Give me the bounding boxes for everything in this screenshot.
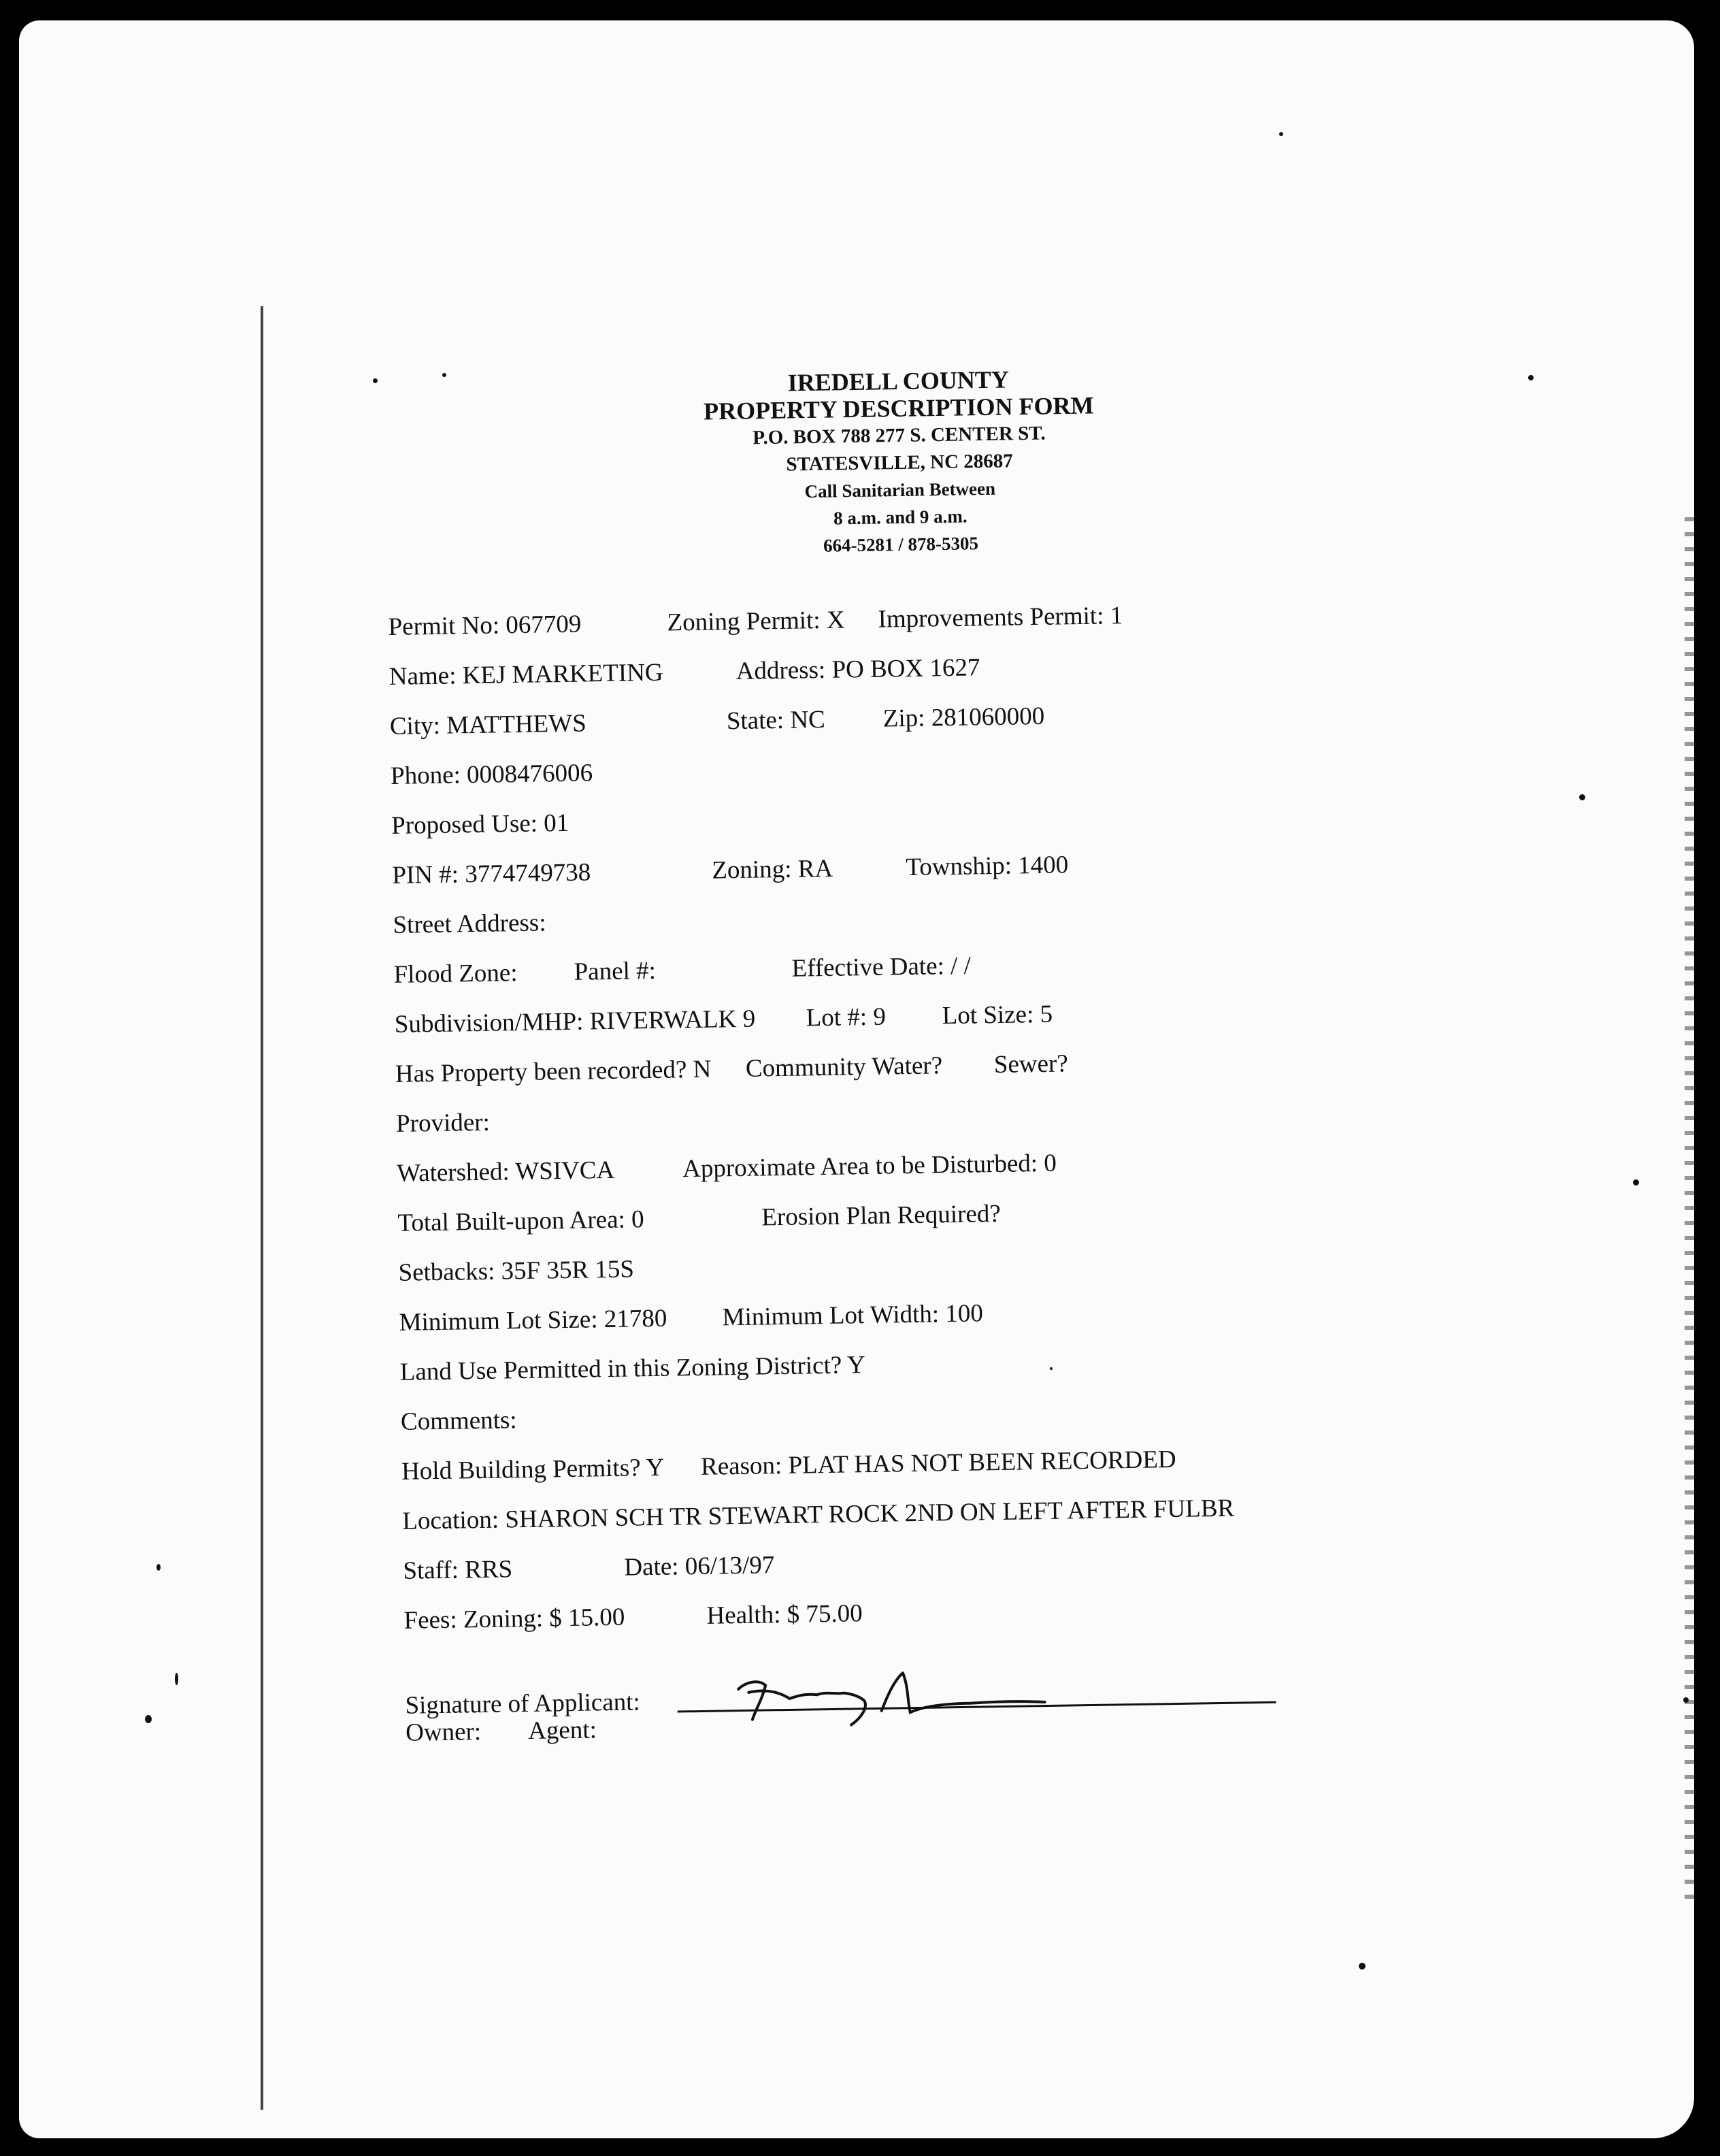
row-fees: [403, 1599, 863, 1640]
handwritten-signature: [725, 1657, 1053, 1737]
row-built-upon: [397, 1199, 1002, 1243]
form-date: Date: 06/13/97: [624, 1551, 775, 1582]
staff: Staff: RRS: [403, 1555, 513, 1585]
header-city: STATESVILLE, NC 28687: [786, 450, 1014, 476]
panel-number: Panel #:: [574, 956, 657, 986]
improvements-permit: Improvements Permit: 1: [878, 602, 1123, 634]
row-flood: [393, 951, 972, 994]
scan-speck: [145, 1715, 152, 1723]
signature-label: Signature of Applicant:: [405, 1688, 641, 1720]
row-city: [389, 702, 1045, 746]
header-address: P.O. BOX 788 277 S. CENTER ST.: [752, 422, 1046, 449]
zoning-permit: Zoning Permit: X: [667, 606, 845, 637]
scan-speck: [1683, 1697, 1689, 1703]
county-name: IREDELL COUNTY: [787, 365, 1010, 397]
setbacks: Setbacks: 35F 35R 15S: [398, 1255, 635, 1287]
header-hours: 8 a.m. and 9 a.m.: [833, 506, 968, 529]
applicant-name: Name: KEJ MARKETING: [388, 658, 663, 691]
street-address: Street Address:: [393, 909, 546, 939]
row-proposed-use: [391, 808, 569, 845]
scan-speck: [175, 1673, 178, 1685]
row-subdivision: [394, 1000, 1053, 1044]
scan-speck: [1279, 132, 1283, 136]
permit-no: Permit No: 067709: [388, 610, 582, 641]
applicant-zip: Zip: 281060000: [882, 702, 1045, 733]
row-hold-permits: [401, 1445, 1176, 1491]
row-pin: [392, 851, 1069, 895]
comments: Comments:: [400, 1406, 517, 1436]
applicant-city: City: MATTHEWS: [389, 709, 587, 740]
zoning-value: Zoning: RA: [712, 854, 833, 885]
agent-label: Agent:: [527, 1716, 597, 1745]
minimum-lot-width: Minimum Lot Width: 100: [722, 1299, 984, 1332]
row-land-use: [399, 1351, 866, 1392]
hold-building-permits: Hold Building Permits? Y: [401, 1453, 665, 1486]
form-header: [680, 364, 1119, 561]
location: Location: SHARON SCH TR STEWART ROCK 2ND ON LEFT AFTER FULBR: [401, 1494, 1235, 1535]
hold-reason: Reason: PLAT HAS NOT BEEN RECORDED: [700, 1445, 1176, 1481]
row-provider: [395, 1108, 491, 1143]
effective-date: Effective Date: / /: [791, 951, 972, 983]
header-phones: 664-5281 / 878-5305: [823, 533, 979, 556]
row-recorded: [395, 1049, 1069, 1094]
scan-speck: [1633, 1179, 1639, 1186]
lot-number: Lot #: 9: [806, 1002, 887, 1032]
community-water: Community Water?: [745, 1051, 943, 1083]
sewer: Sewer?: [993, 1049, 1069, 1079]
scan-speck: [373, 378, 378, 383]
scan-speck: [1528, 375, 1534, 380]
property-form: [388, 584, 1359, 1769]
applicant-state: State: NC: [726, 705, 826, 736]
fees-zoning: Fees: Zoning: $ 15.00: [403, 1603, 625, 1635]
header-call-note: Call Sanitarian Between: [804, 478, 996, 502]
area-disturbed: Approximate Area to be Disturbed: 0: [682, 1149, 1057, 1183]
lot-size: Lot Size: 5: [942, 1000, 1053, 1030]
scan-speck: [442, 373, 446, 377]
pin-number: PIN #: 3774749738: [392, 858, 591, 889]
land-use-permitted: Land Use Permitted in this Zoning District? Y: [399, 1351, 866, 1386]
minimum-lot-size: Minimum Lot Size: 21780: [399, 1304, 667, 1337]
owner-label: Owner:: [405, 1718, 482, 1747]
row-location: [401, 1494, 1235, 1541]
watershed: Watershed: WSIVCA: [396, 1156, 615, 1188]
form-title: PROPERTY DESCRIPTION FORM: [703, 391, 1094, 425]
scan-speck: [1579, 794, 1585, 800]
property-recorded: Has Property been recorded? N: [395, 1055, 712, 1088]
row-name: [388, 653, 980, 696]
fees-health: Health: $ 75.00: [706, 1599, 863, 1630]
provider: Provider:: [395, 1108, 491, 1138]
scan-speck: [156, 1564, 161, 1571]
flood-zone: Flood Zone:: [393, 959, 518, 989]
left-margin-line: [261, 306, 263, 2110]
proposed-use: Proposed Use: 01: [391, 808, 569, 840]
subdivision: Subdivision/MHP: RIVERWALK 9: [394, 1004, 756, 1039]
built-upon-area: Total Built-upon Area: 0: [397, 1205, 644, 1237]
row-setbacks: [398, 1255, 635, 1292]
applicant-address: Address: PO BOX 1627: [735, 653, 980, 685]
township-value: Township: 1400: [905, 851, 1069, 882]
scan-speck: [1359, 1963, 1366, 1970]
erosion-plan: Erosion Plan Required?: [761, 1199, 1002, 1232]
applicant-phone: Phone: 0008476006: [390, 759, 593, 790]
